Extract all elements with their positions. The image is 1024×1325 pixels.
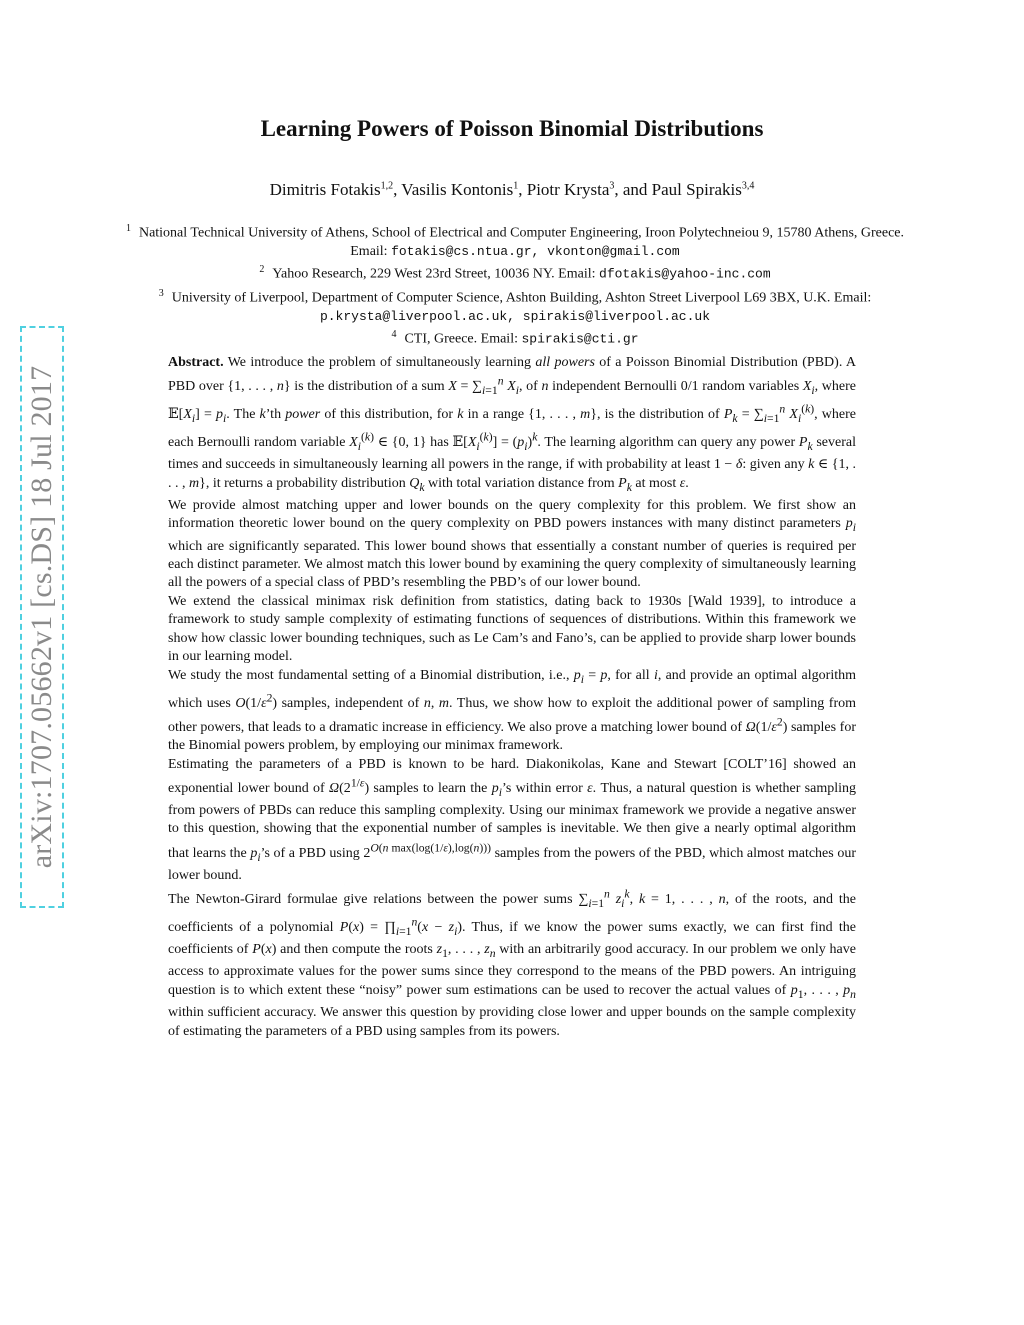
abstract-paragraph-text: We introduce the problem of simultaneously learning all powers of a Poisson Binomial Distribution (PBD). A PBD over {1, . . . , n} is the distribution of a sum $X = \sum_{i=1}^n$ $X_i$, of n independent Bernoulli 0/1 random variables $X_i$, where $𝔼[X_i] = p_i$. The k’th power of this distribution, for k in a range {1, . . . , m}, is the distribution of $P_k = \sum_{i=1}^n$ $X_i^{(k)}$, where each Bernoulli random variable $X_i^{(k)}$ ∈ {0, 1} has $𝔼[X_i^{(k)}] = (p_i)^k$. The learning algorithm can query any power $P_k$ several times and succeeds in simultaneously learning all powers in the range, if with probability at least 1 − δ: given any k ∈ {1, . . . , m}, it returns a probability distribution $Q_k$ with total variation distance from $P_k$ at most ε.	[168, 355, 856, 494]
affiliation-list	[120, 220, 910, 349]
affiliation-text: National Technical University of Athens, School of Electrical and Computer Engineering, Iroon Polytechneiou 9, 15780 Athens, Greece. Email:	[138, 225, 905, 260]
author-separator: , and	[614, 180, 652, 199]
affiliation-text: CTI, Greece. Email:	[404, 331, 522, 347]
abstract-paragraph	[168, 667, 856, 756]
author-separator: ,	[393, 180, 402, 199]
affiliation-item	[120, 326, 910, 349]
author-name: Dimitris Fotakis	[269, 180, 381, 199]
abstract-paragraph-text: We study the most fundamental setting of a Binomial distribution, i.e., $p_i = p$, for all i, and provide an optimal algorithm which uses $O(1/\varepsilon^2)$ samples, independent of n, m. Thus, we show how to exploit the additional power of sampling from other powers, that leads to a dramatic increase in efficiency. We also prove a matching lower bound of $\Omega(1/\varepsilon^2)$ samples for the Binomial powers problem, by employing our minimax framework.	[168, 667, 857, 754]
arxiv-sidebar-stamp	[20, 326, 64, 908]
abstract-paragraph	[168, 885, 856, 1041]
author-name: Vasilis Kontonis	[401, 180, 514, 199]
abstract-label: Abstract.	[168, 355, 224, 370]
affiliation-item	[120, 220, 910, 261]
affiliation-email: p.krysta@liverpool.ac.uk, spirakis@liverpool.ac.uk	[319, 308, 711, 324]
abstract-paragraph	[168, 354, 856, 497]
author-affiliation-marker: 3	[609, 180, 615, 192]
affiliation-email: fotakis@cs.ntua.gr, vkonton@gmail.com	[391, 244, 680, 260]
abstract-paragraph	[168, 593, 856, 667]
arxiv-identifier: arXiv:1707.05662v1 [cs.DS] 18 Jul 2017	[25, 365, 58, 869]
author-separator: ,	[518, 180, 527, 199]
paper-title: Learning Powers of Poisson Binomial Distributions	[260, 116, 764, 141]
affiliation-marker: 3	[158, 287, 164, 299]
author-list	[0, 180, 1024, 200]
author-affiliation-marker: 1	[513, 180, 519, 192]
author-name: Paul Spirakis	[651, 180, 742, 199]
author-name: Piotr Krysta	[526, 180, 610, 199]
affiliation-marker: 4	[391, 329, 397, 340]
abstract-paragraph-text: The Newton-Girard formulae give relations between the power sums $\sum_{i=1}^n$ $z_i^k$, k = 1, . . . , n, of the roots, and the coefficients of a polynomial $P(x) = \prod_{i=1}^n(x - z_i)$. Thus, if we know the power sums exactly, we can first find the coefficients of P(x) and then compute the roots $z_1$, . . . , $z_n$ with an arbitrarily good accuracy. In our problem we only have access to approximate values for the power sums since they correspond to the means of the PBD powers. An intriguing question is to which extent these “noisy” power sum estimations can be used to recover the actual values of $p_1$, . . . , $p_n$ within sufficient accuracy. We answer this question by providing close lower and upper bounds on the sample complexity of estimating the parameters of a PBD using samples from its powers.	[168, 887, 856, 1039]
affiliation-email: dfotakis@yahoo-inc.com	[599, 267, 771, 283]
affiliation-text: Yahoo Research, 229 West 23rd Street, 10036 NY. Email:	[272, 267, 600, 283]
affiliation-marker: 1	[125, 223, 131, 234]
abstract-paragraph-text: We extend the classical minimax risk definition from statistics, dating back to 1930s [Wald 1939], to introduce a framework to study sample complexity of estimating functions of sequences of distributions. Within this framework we show how classic lower bounding techniques, such as Le Cam’s and Fano’s, can be applied to provide sharp lower bounds in our learning model.	[168, 593, 856, 665]
abstract-paragraph-text: Estimating the parameters of a PBD is known to be hard. Diakonikolas, Kane and Stewart [COLT’16] showed an exponential lower bound of $\Omega(2^{1/\varepsilon})$ samples to learn the $p_i’s$ within error ε. Thus, a natural question is whether sampling from powers of PBDs can reduce this sampling complexity. Using our minimax framework we provide a negative answer to this question, showing that the exponential number of samples is inevitable. We then give a nearly optimal algorithm that learns the $p_i’s$ of a PBD using $2^{O(n max(log(1/\varepsilon),log(n)))}$ samples from the powers of the PBD, which almost matches our lower bound.	[168, 756, 856, 883]
affiliation-marker: 2	[259, 264, 265, 276]
abstract-paragraph-text: We provide almost matching upper and lower bounds on the query complexity for this problem. We first show an information theoretic lower bound on the query complexity on PBD powers instances with many distinct parameters $p_i$ which are significantly separated. This lower bound shows that essentially a constant number of queries is required per each distinct parameter. We almost match this lower bound by examining the query complexity of simultaneously learning all the powers of a special class of PBD’s resembling the PBD’s of our lower bound.	[168, 497, 856, 591]
author-affiliation-marker: 3,4	[741, 180, 755, 192]
affiliation-item	[120, 285, 910, 326]
abstract-paragraph	[168, 497, 856, 593]
affiliation-email: spirakis@cti.gr	[521, 331, 639, 347]
author-affiliation-marker: 1,2	[380, 180, 394, 192]
abstract	[168, 354, 856, 1041]
affiliation-text: University of Liverpool, Department of Computer Science, Ashton Building, Ashton Street Liverpool L69 3BX, U.K. Email:	[171, 290, 872, 306]
abstract-paragraph	[168, 756, 856, 886]
affiliation-item	[120, 261, 910, 284]
